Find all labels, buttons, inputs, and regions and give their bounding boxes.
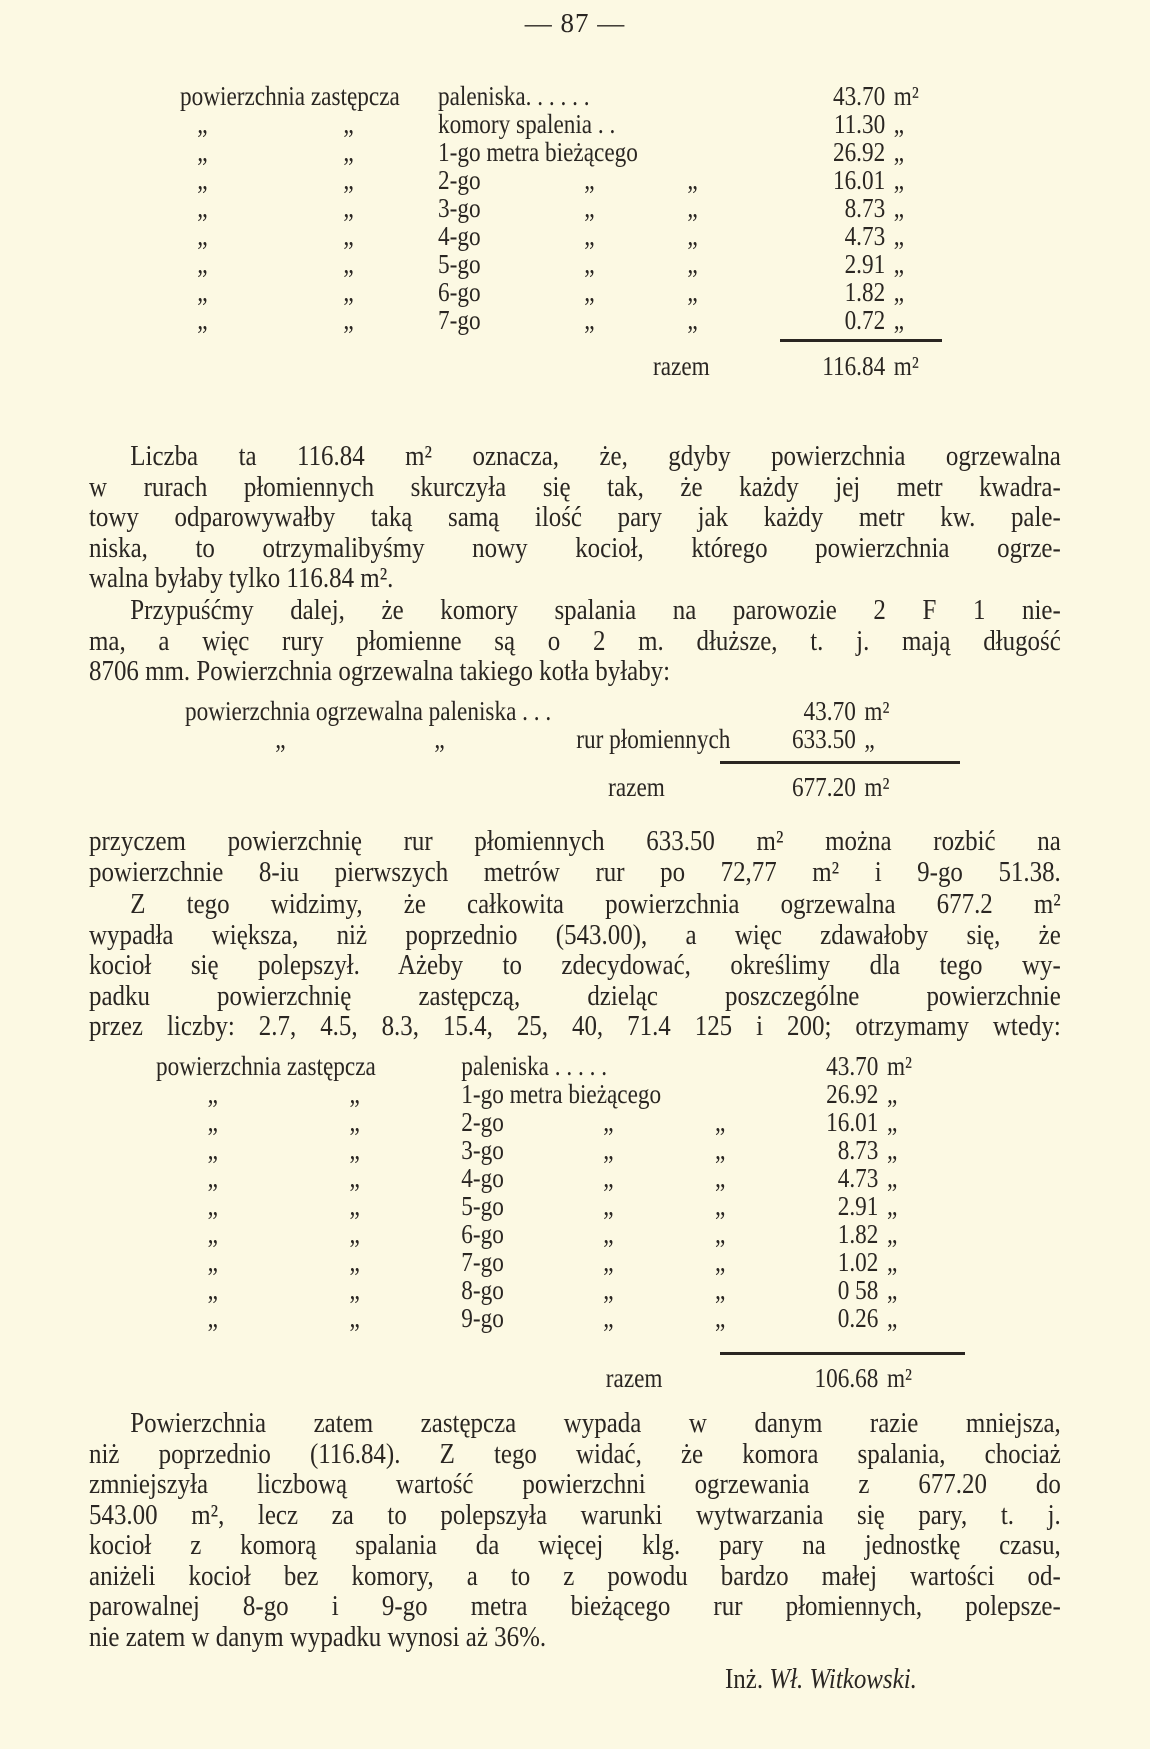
text-line: Przypuśćmy dalej, że komory spalania na parowozie 2 F 1 nie- (130, 594, 1061, 626)
total-label: razem (605, 1363, 663, 1393)
table-row (185, 697, 959, 725)
row-value: 1.02 (837, 1247, 879, 1277)
row-label: 6-go (461, 1219, 504, 1249)
ditto-mark: „ (687, 277, 698, 307)
row-unit: „ (893, 193, 905, 223)
row-value: 8.73 (837, 1135, 879, 1165)
table-row (156, 1192, 973, 1220)
text-line: ma, a więc rury płomienne są o 2 m. dłuższe, t. j. mają długość (89, 624, 1061, 657)
ditto-mark: „ (349, 1107, 360, 1137)
ditto-mark: „ (687, 165, 698, 195)
row-label: rur płomiennych (576, 724, 731, 754)
ditto-mark: „ (343, 277, 354, 307)
row-value: 43.70 (832, 81, 886, 111)
ditto-mark: „ (349, 1079, 360, 1109)
row-unit: „ (893, 137, 905, 167)
paragraph-5 (89, 1408, 1069, 1652)
ditto-mark: „ (584, 165, 595, 195)
ditto-mark: „ (349, 1303, 360, 1333)
table-row (156, 1080, 973, 1108)
row-prefix: „ (207, 1219, 218, 1249)
text-line: Powierzchnia zatem zastępcza wypada w danym razie mniejsza, (130, 1407, 1061, 1439)
total-unit: m² (887, 1363, 913, 1393)
row-unit: „ (887, 1107, 898, 1137)
ditto-mark: „ (715, 1275, 726, 1305)
row-label: 1-go metra bieżącego (461, 1079, 662, 1109)
paragraph-1 (89, 441, 1069, 594)
row-prefix: „ (197, 277, 208, 307)
row-prefix: „ (197, 137, 208, 167)
ditto-mark: „ (715, 1107, 726, 1137)
table-row (180, 110, 954, 138)
row-prefix: „ (207, 1303, 218, 1333)
row-value: 16.01 (826, 1107, 879, 1137)
sum-rule-2 (720, 761, 960, 764)
table-row (180, 82, 954, 110)
sum-rule-1 (780, 339, 942, 342)
row-label: powierzchnia ogrzewalna paleniska . . . (185, 696, 552, 726)
text-line: Z tego widzimy, że całkowita powierzchnia ogrzewalna 677.2 m² (130, 888, 1061, 920)
text-line: aniżeli kocioł bez komory, a to z powodu bardzo małej wartości od- (89, 1559, 1061, 1592)
ditto-mark: „ (343, 305, 354, 335)
row-prefix: „ (197, 221, 208, 251)
total-unit: m² (864, 772, 890, 802)
ditto-mark: „ (715, 1303, 726, 1333)
row-prefix: powierzchnia zastępcza (180, 81, 400, 111)
row-unit: „ (864, 724, 875, 754)
row-value: 2.91 (837, 1191, 879, 1221)
heating-surface-table (185, 697, 959, 753)
text-line: Liczba ta 116.84 m² oznacza, że, gdyby powierzchnia ogrzewalna (130, 440, 1061, 472)
ditto-mark: „ (584, 305, 595, 335)
table-row (180, 278, 954, 306)
ditto-mark: „ (343, 165, 354, 195)
row-unit: „ (893, 249, 905, 279)
row-label: 5-go (438, 249, 481, 279)
row-unit: „ (893, 305, 905, 335)
row-unit: „ (887, 1163, 898, 1193)
row-label: 7-go (438, 305, 481, 335)
substitute-surface-table-1 (180, 82, 954, 334)
ditto-mark: „ (687, 305, 698, 335)
text-line: przyczem powierzchnię rur płomiennych 633.50 m² można rozbić na (89, 825, 1061, 857)
row-value: 4.73 (837, 1163, 879, 1193)
ditto-mark: „ (687, 221, 698, 251)
ditto-mark: „ (343, 221, 354, 251)
row-prefix: „ (207, 1135, 218, 1165)
ditto-mark: „ (603, 1303, 614, 1333)
substitute-surface-table-2 (156, 1052, 973, 1332)
row-value: 11.30 (833, 109, 886, 139)
row-label: 7-go (461, 1247, 504, 1277)
table-row (156, 1220, 973, 1248)
ditto-mark: „ (349, 1275, 360, 1305)
row-prefix: „ (207, 1107, 218, 1137)
ditto-mark: „ (715, 1191, 726, 1221)
table-row (156, 1276, 973, 1304)
row-label: 4-go (461, 1163, 504, 1193)
row-unit: „ (887, 1135, 898, 1165)
row-value: 26.92 (826, 1079, 879, 1109)
table-row (180, 138, 954, 166)
ditto-mark: „ (349, 1247, 360, 1277)
row-label: „ (275, 724, 286, 754)
row-label: paleniska . . . . . (461, 1051, 608, 1081)
paragraph-4 (89, 889, 1069, 1042)
text-line: kocioł się polepszył. Ażeby to zdecydować, określimy dla tego wy- (89, 949, 1061, 981)
table-row (180, 306, 954, 334)
ditto-mark: „ (343, 249, 354, 279)
ditto-mark: „ (349, 1135, 360, 1165)
table-row (156, 1248, 973, 1276)
table-3-total (156, 1364, 973, 1392)
row-unit: „ (887, 1079, 898, 1109)
text-line: walna byłaby tylko 116.84 m². (89, 562, 394, 594)
row-unit: „ (887, 1275, 898, 1305)
row-prefix: „ (197, 249, 208, 279)
ditto-mark: „ (603, 1191, 614, 1221)
row-label: 2-go (438, 165, 481, 195)
text-line: w rurach płomiennych skurczyła się tak, że każdy jej metr kwadra- (89, 470, 1061, 503)
signature-title: Inż. (725, 1663, 764, 1695)
ditto-mark: „ (603, 1163, 614, 1193)
ditto-mark: „ (343, 109, 354, 139)
ditto-mark: „ (434, 724, 445, 754)
text-line: towy odparowywałby taką samą ilość pary jak każdy metr kw. pale- (89, 501, 1061, 533)
row-unit: „ (887, 1247, 898, 1277)
ditto-mark: „ (603, 1275, 614, 1305)
ditto-mark: „ (603, 1247, 614, 1277)
row-prefix: „ (197, 305, 208, 335)
text-line: powierzchnie 8-iu pierwszych metrów rur po 72,77 m² i 9-go 51.38. (89, 855, 1061, 888)
row-prefix: „ (207, 1163, 218, 1193)
row-unit: „ (893, 109, 905, 139)
ditto-mark: „ (584, 193, 595, 223)
table-row (185, 725, 959, 753)
ditto-mark: „ (343, 193, 354, 223)
row-unit: „ (893, 221, 905, 251)
signature-name: Wł. Witkowski. (769, 1663, 917, 1695)
text-line: 8706 mm. Powierzchnia ogrzewalna takiego kotła byłaby: (89, 655, 671, 687)
ditto-mark: „ (603, 1219, 614, 1249)
ditto-mark: „ (715, 1219, 726, 1249)
row-value: 0.26 (837, 1303, 879, 1333)
row-value: 4.73 (844, 221, 886, 251)
row-label: 9-go (461, 1303, 504, 1333)
ditto-mark: „ (715, 1163, 726, 1193)
row-label: 6-go (438, 277, 481, 307)
row-label: 4-go (438, 221, 481, 251)
text-line: parowalnej 8-go i 9-go metra bieżącego rur płomiennych, polepsze- (89, 1590, 1061, 1622)
text-line: 543.00 m², lecz za to polepszyła warunki wytwarzania się pary, t. j. (89, 1498, 1061, 1531)
table-row (156, 1304, 973, 1332)
row-value: 8.73 (844, 193, 886, 223)
row-prefix: „ (207, 1079, 218, 1109)
page-number: — 87 — (524, 8, 626, 38)
ditto-mark: „ (349, 1163, 360, 1193)
text-line: nie zatem w danym wypadku wynosi aż 36%. (89, 1620, 547, 1653)
table-row (180, 194, 954, 222)
row-unit: „ (887, 1219, 898, 1249)
row-prefix: „ (197, 193, 208, 223)
total-label: razem (653, 351, 710, 381)
row-prefix: powierzchnia zastępcza (156, 1051, 376, 1081)
row-value: 1.82 (837, 1219, 879, 1249)
row-label: 3-go (461, 1135, 504, 1165)
table-row (180, 222, 954, 250)
ditto-mark: „ (584, 277, 595, 307)
text-line: kocioł z komorą spalania da więcej klg. pary na jednostkę czasu, (89, 1529, 1061, 1561)
table-1-total (180, 352, 954, 380)
row-label: 8-go (461, 1275, 504, 1305)
table-row (156, 1136, 973, 1164)
row-prefix: „ (207, 1275, 218, 1305)
row-value: 16.01 (832, 165, 886, 195)
ditto-mark: „ (343, 137, 354, 167)
row-value: 0 58 (837, 1275, 879, 1305)
row-unit: „ (893, 277, 905, 307)
ditto-mark: „ (603, 1107, 614, 1137)
ditto-mark: „ (603, 1135, 614, 1165)
row-unit: „ (887, 1191, 898, 1221)
total-value: 116.84 (822, 351, 886, 381)
row-unit: „ (887, 1303, 898, 1333)
table-row (180, 166, 954, 194)
row-label: komory spalenia . . (438, 109, 616, 139)
ditto-mark: „ (687, 249, 698, 279)
row-prefix: „ (207, 1191, 218, 1221)
row-value: 43.70 (826, 1051, 879, 1081)
row-label: 5-go (461, 1191, 504, 1221)
text-line: przez liczby: 2.7, 4.5, 8.3, 15.4, 25, 40, 71.4 125 i 200; otrzymamy wtedy: (89, 1010, 1061, 1042)
ditto-mark: „ (584, 249, 595, 279)
row-label: 3-go (438, 193, 481, 223)
table-2-total (185, 773, 959, 801)
paragraph-3 (89, 826, 1069, 887)
table-row (156, 1052, 973, 1080)
total-value: 106.68 (814, 1363, 879, 1393)
total-value: 677.20 (791, 772, 856, 802)
ditto-mark: „ (715, 1135, 726, 1165)
row-value: 633.50 (791, 724, 856, 754)
row-value: 43.70 (803, 696, 856, 726)
signature (725, 1663, 917, 1696)
row-unit: m² (864, 696, 890, 726)
row-unit: m² (887, 1051, 913, 1081)
row-unit: „ (893, 165, 905, 195)
paragraph-2 (89, 595, 1069, 687)
row-value: 26.92 (832, 137, 886, 167)
row-prefix: „ (207, 1247, 218, 1277)
text-line: niska, to otrzymalibyśmy nowy kocioł, którego powierzchnia ogrze- (89, 531, 1061, 564)
row-label: 2-go (461, 1107, 504, 1137)
row-label: 1-go metra bieżącego (438, 137, 638, 167)
row-value: 2.91 (844, 249, 886, 279)
row-unit: m² (893, 81, 919, 111)
ditto-mark: „ (715, 1247, 726, 1277)
table-row (180, 250, 954, 278)
table-row (156, 1164, 973, 1192)
total-label: razem (608, 772, 665, 802)
row-value: 0.72 (844, 305, 886, 335)
row-value: 1.82 (844, 277, 886, 307)
ditto-mark: „ (584, 221, 595, 251)
ditto-mark: „ (687, 193, 698, 223)
row-prefix: „ (197, 165, 208, 195)
text-line: niż poprzednio (116.84). Z tego widać, że komora spalania, chociaż (89, 1437, 1061, 1470)
table-row (156, 1108, 973, 1136)
row-prefix: „ (197, 109, 208, 139)
text-line: padku powierzchnię zastępczą, dzieląc poszczególne powierzchnie (89, 979, 1061, 1012)
sum-rule-3 (720, 1352, 965, 1355)
text-line: zmniejszyła liczbową wartość powierzchni ogrzewania z 677.20 do (89, 1468, 1061, 1500)
text-line: wypadła większa, niż poprzednio (543.00), a więc zdawałoby się, że (89, 918, 1061, 951)
total-unit: m² (893, 351, 919, 381)
ditto-mark: „ (349, 1219, 360, 1249)
ditto-mark: „ (349, 1191, 360, 1221)
row-label: paleniska. . . . . . (438, 81, 590, 111)
